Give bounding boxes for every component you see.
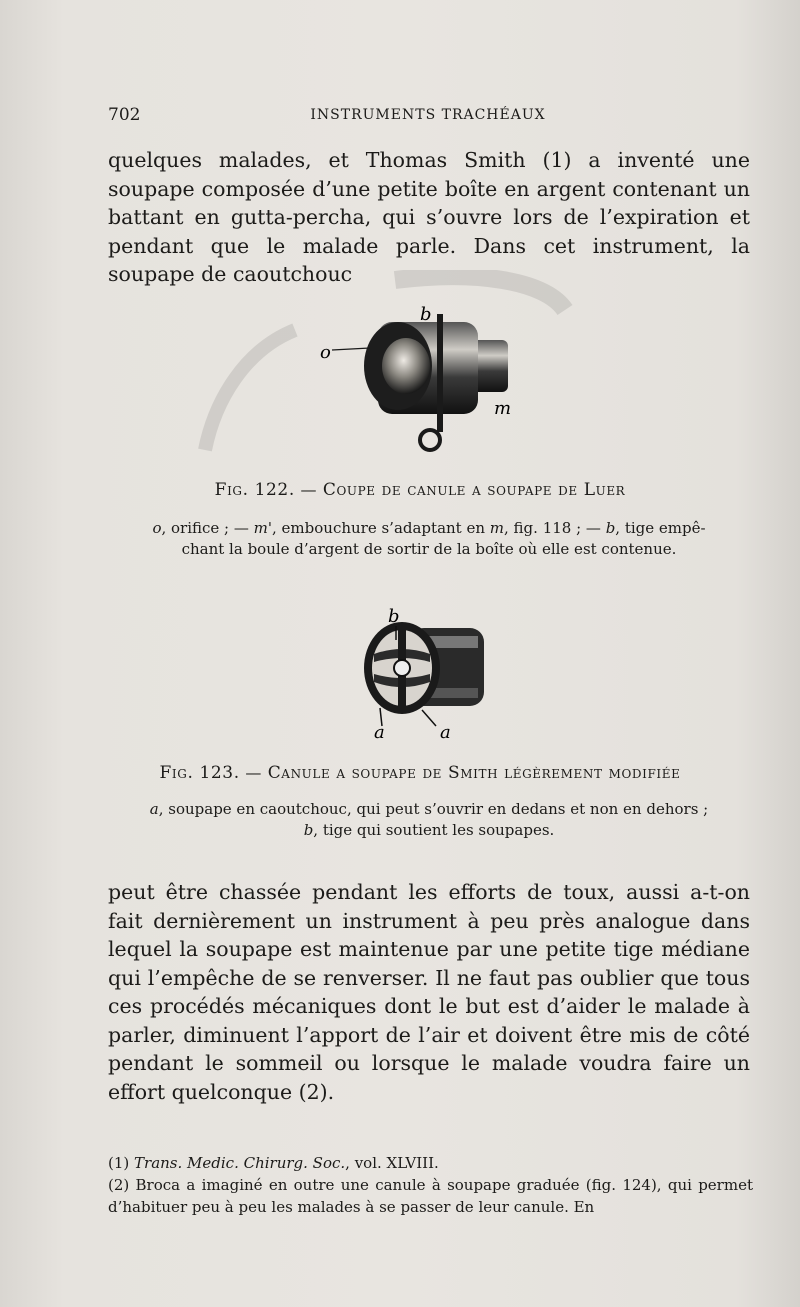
running-header xyxy=(108,105,748,129)
label-b: b xyxy=(420,304,432,325)
body-paragraph-1: quelques malades, et Thomas Smith (1) a inventé une soupape composée d’une petite boîte en argent contenant un battant en gutta-percha, qui s’ouvre lors de l’expiration et pendant que le malade parle. Dans cet instrument, la soupape de caoutchouc xyxy=(108,148,750,286)
label-b: b xyxy=(388,606,400,627)
footnote-1: (1) Trans. Medic. Chirurg. Soc., vol. XLVIII. xyxy=(108,1154,439,1172)
figure-123-caption: a, soupape en caoutchouc, qui peut s’ouvrir en dedans et non en dehors ; b, tige qui soutient les soupapes. xyxy=(149,800,709,839)
label-a-right: a xyxy=(440,722,451,740)
page-number: 702 xyxy=(108,105,141,125)
figure-122-cannula-illustration xyxy=(318,300,528,465)
label-m: m xyxy=(494,398,512,419)
label-a-left: a xyxy=(374,722,385,740)
footnote-2: (2) Broca a imaginé en outre une canule à soupape graduée (fig. 124), qui permet d’habituer peu à peu les malades à se passer de leur canule. En xyxy=(108,1176,753,1216)
footnotes xyxy=(108,1152,753,1218)
body-paragraph-2: peut être chassée pendant les efforts de toux, aussi a-t-on fait dernièrement un instrument à peu près analogue dans lequel la soupape est maintenue par une petite tige médiane qui l’empêche de se renverser. Il ne faut pas oublier que tous ces procédés mécaniques dont le but est d’aider le malade à parler, diminuent l’apport de l’air et doivent être mis de côté pendant le sommeil ou lorsque le malade voudra faire un effort quelconque (2). xyxy=(108,880,750,1104)
running-title: INSTRUMENTS TRACHÉAUX xyxy=(310,107,546,123)
rod-ring xyxy=(420,430,440,450)
label-o: o xyxy=(320,342,331,363)
figure-122-caption: o, orifice ; — m', embouchure s’adaptant en m, fig. 118 ; — b, tige empê- chant la boule d’argent de sortir de la boîte où elle est contenue. xyxy=(152,519,706,558)
valve-center xyxy=(394,660,410,676)
figure-123-cannula-illustration xyxy=(350,598,500,740)
silver-ball xyxy=(382,338,430,394)
figure-123-title: Fig. 123. — Canule a soupape de Smith légèrement modifiée xyxy=(159,763,681,783)
figure-122-title: Fig. 122. — Coupe de canule a soupape de Luer xyxy=(214,480,626,500)
